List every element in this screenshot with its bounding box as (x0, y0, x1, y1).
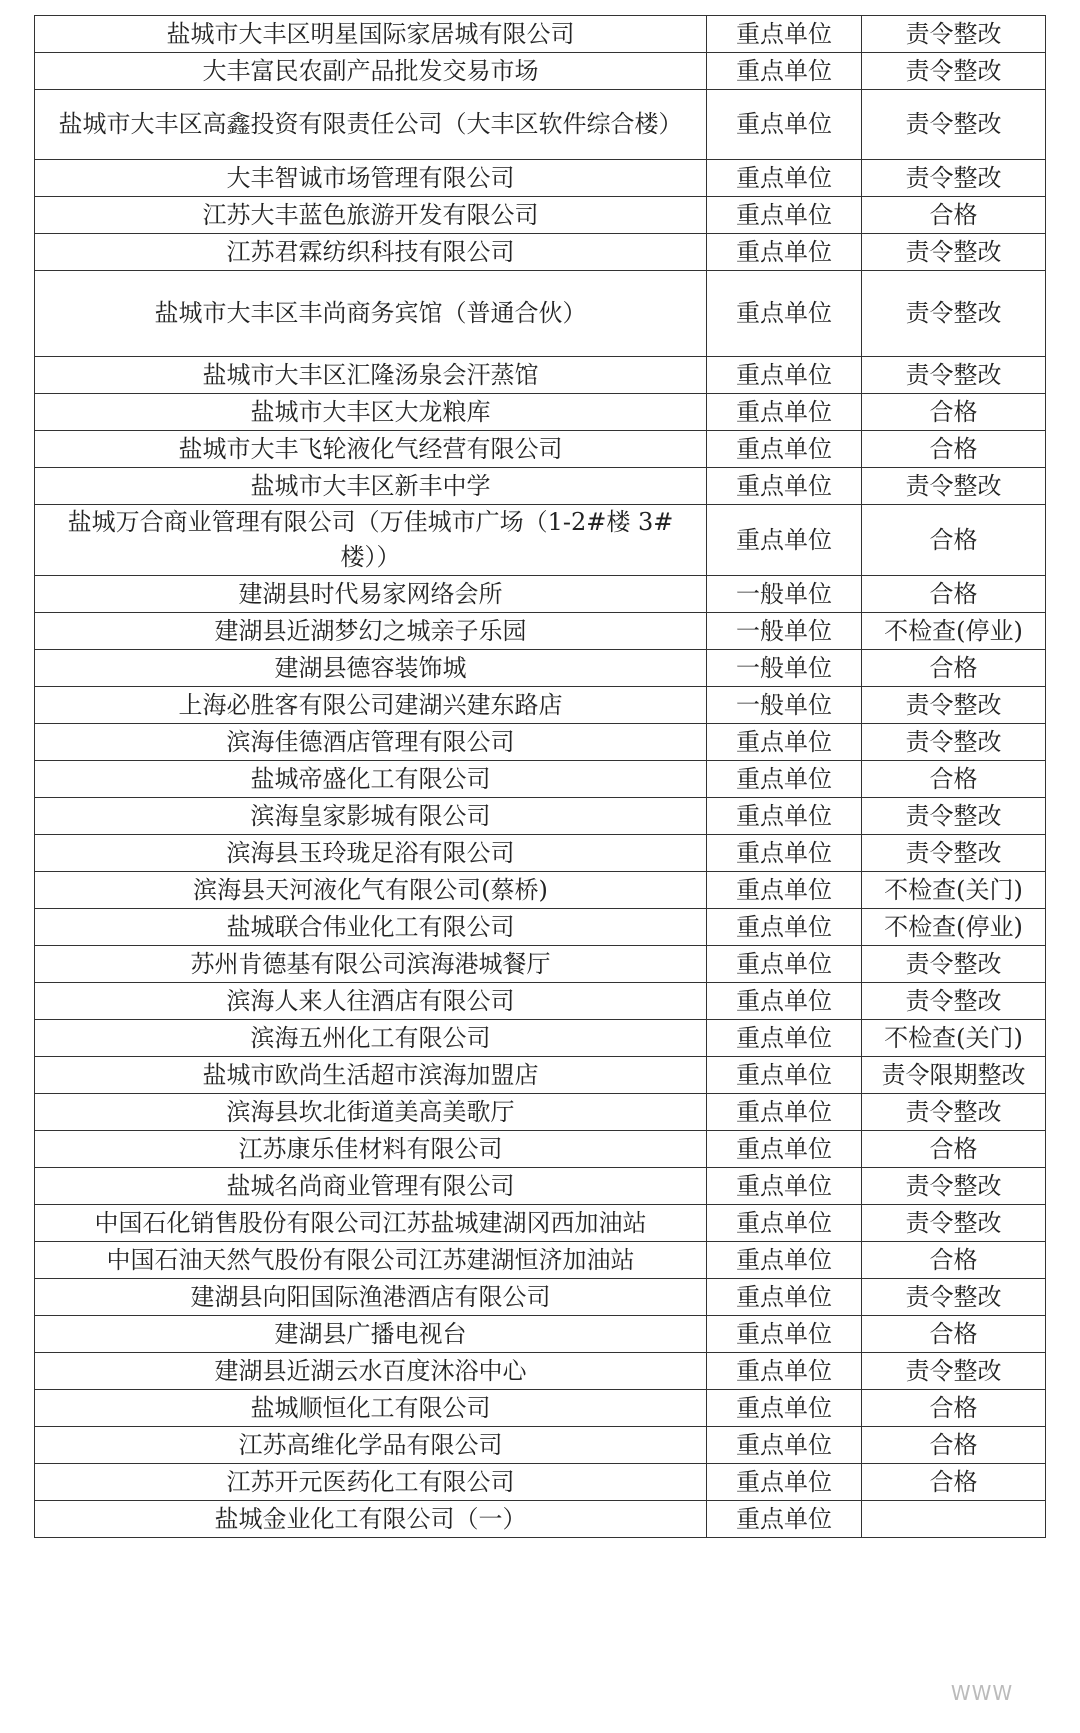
unit-name-cell: 江苏君霖纺织科技有限公司 (35, 234, 707, 271)
unit-category-cell: 重点单位 (707, 1427, 862, 1464)
unit-category-cell: 重点单位 (707, 468, 862, 505)
inspection-result-cell: 合格 (862, 761, 1046, 798)
unit-category-cell: 重点单位 (707, 1094, 862, 1131)
inspection-result-cell: 合格 (862, 431, 1046, 468)
inspection-table-body (35, 16, 1046, 1538)
unit-category-cell: 一般单位 (707, 576, 862, 613)
table-row (35, 909, 1046, 946)
inspection-result-cell (862, 1501, 1046, 1538)
table-row (35, 16, 1046, 53)
inspection-result-cell: 不检查(关门) (862, 1020, 1046, 1057)
unit-category-cell: 重点单位 (707, 357, 862, 394)
table-row (35, 1279, 1046, 1316)
table-row (35, 1390, 1046, 1427)
unit-category-cell: 重点单位 (707, 1168, 862, 1205)
unit-name-cell: 盐城市大丰区明星国际家居城有限公司 (35, 16, 707, 53)
table-row (35, 687, 1046, 724)
inspection-result-cell: 责令整改 (862, 468, 1046, 505)
inspection-result-cell: 责令整改 (862, 983, 1046, 1020)
table-row (35, 394, 1046, 431)
table-row (35, 271, 1046, 357)
table-row (35, 1242, 1046, 1279)
inspection-result-cell: 责令整改 (862, 1353, 1046, 1390)
inspection-result-cell: 合格 (862, 650, 1046, 687)
table-row (35, 505, 1046, 576)
unit-category-cell: 重点单位 (707, 1131, 862, 1168)
inspection-result-cell: 责令整改 (862, 53, 1046, 90)
unit-category-cell: 重点单位 (707, 53, 862, 90)
table-row (35, 946, 1046, 983)
table-row (35, 1353, 1046, 1390)
unit-name-cell: 滨海县玉玲珑足浴有限公司 (35, 835, 707, 872)
unit-name-cell: 盐城名尚商业管理有限公司 (35, 1168, 707, 1205)
unit-name-cell: 江苏开元医药化工有限公司 (35, 1464, 707, 1501)
inspection-table (34, 15, 1046, 1538)
inspection-result-cell: 责令整改 (862, 1205, 1046, 1242)
unit-category-cell: 重点单位 (707, 271, 862, 357)
unit-category-cell: 一般单位 (707, 650, 862, 687)
watermark-overlay: WWW (922, 1662, 1042, 1724)
unit-category-cell: 重点单位 (707, 431, 862, 468)
unit-name-cell: 中国石油天然气股份有限公司江苏建湖恒济加油站 (35, 1242, 707, 1279)
table-row (35, 90, 1046, 160)
inspection-result-cell: 不检查(关门) (862, 872, 1046, 909)
table-row (35, 1131, 1046, 1168)
table-row (35, 468, 1046, 505)
table-row (35, 1464, 1046, 1501)
unit-name-cell: 盐城万合商业管理有限公司（万佳城市广场（1-2#楼 3#楼）） (35, 505, 707, 576)
table-row (35, 1094, 1046, 1131)
unit-category-cell: 重点单位 (707, 761, 862, 798)
table-row (35, 576, 1046, 613)
table-row (35, 724, 1046, 761)
unit-name-cell: 滨海皇家影城有限公司 (35, 798, 707, 835)
unit-category-cell: 重点单位 (707, 394, 862, 431)
unit-category-cell: 重点单位 (707, 872, 862, 909)
unit-name-cell: 滨海县坎北街道美高美歌厅 (35, 1094, 707, 1131)
unit-name-cell: 盐城市大丰区丰尚商务宾馆（普通合伙） (35, 271, 707, 357)
inspection-result-cell: 合格 (862, 505, 1046, 576)
table-row (35, 1057, 1046, 1094)
table-row (35, 613, 1046, 650)
unit-name-cell: 苏州肯德基有限公司滨海港城餐厅 (35, 946, 707, 983)
inspection-result-cell: 责令整改 (862, 271, 1046, 357)
table-row (35, 1168, 1046, 1205)
table-row (35, 872, 1046, 909)
unit-category-cell: 一般单位 (707, 613, 862, 650)
unit-name-cell: 中国石化销售股份有限公司江苏盐城建湖冈西加油站 (35, 1205, 707, 1242)
unit-name-cell: 滨海佳德酒店管理有限公司 (35, 724, 707, 761)
unit-category-cell: 重点单位 (707, 1464, 862, 1501)
unit-category-cell: 重点单位 (707, 197, 862, 234)
unit-category-cell: 重点单位 (707, 505, 862, 576)
unit-name-cell: 建湖县近湖梦幻之城亲子乐园 (35, 613, 707, 650)
unit-category-cell: 重点单位 (707, 1020, 862, 1057)
table-row (35, 357, 1046, 394)
table-row (35, 234, 1046, 271)
unit-category-cell: 重点单位 (707, 983, 862, 1020)
inspection-result-cell: 合格 (862, 1316, 1046, 1353)
inspection-result-cell: 合格 (862, 1390, 1046, 1427)
inspection-result-cell: 责令整改 (862, 798, 1046, 835)
table-row (35, 160, 1046, 197)
table-row (35, 1205, 1046, 1242)
unit-name-cell: 建湖县时代易家网络会所 (35, 576, 707, 613)
unit-name-cell: 盐城市大丰区高鑫投资有限责任公司（大丰区软件综合楼） (35, 90, 707, 160)
inspection-result-cell: 责令整改 (862, 90, 1046, 160)
unit-category-cell: 重点单位 (707, 909, 862, 946)
inspection-result-cell: 责令整改 (862, 1168, 1046, 1205)
inspection-result-cell: 合格 (862, 1427, 1046, 1464)
table-row (35, 835, 1046, 872)
table-row (35, 983, 1046, 1020)
table-row (35, 197, 1046, 234)
inspection-result-cell: 合格 (862, 1131, 1046, 1168)
inspection-result-cell: 责令限期整改 (862, 1057, 1046, 1094)
inspection-result-cell: 责令整改 (862, 160, 1046, 197)
unit-name-cell: 建湖县德容装饰城 (35, 650, 707, 687)
inspection-result-cell: 合格 (862, 1242, 1046, 1279)
unit-category-cell: 重点单位 (707, 835, 862, 872)
unit-name-cell: 盐城市大丰区汇隆汤泉会汗蒸馆 (35, 357, 707, 394)
unit-name-cell: 建湖县广播电视台 (35, 1316, 707, 1353)
table-row (35, 1316, 1046, 1353)
unit-name-cell: 江苏大丰蓝色旅游开发有限公司 (35, 197, 707, 234)
unit-name-cell: 盐城帝盛化工有限公司 (35, 761, 707, 798)
inspection-result-cell: 责令整改 (862, 234, 1046, 271)
unit-category-cell: 重点单位 (707, 798, 862, 835)
inspection-result-cell: 合格 (862, 1464, 1046, 1501)
inspection-result-cell: 责令整改 (862, 724, 1046, 761)
unit-category-cell: 重点单位 (707, 160, 862, 197)
unit-category-cell: 重点单位 (707, 1205, 862, 1242)
unit-name-cell: 盐城市大丰区大龙粮库 (35, 394, 707, 431)
unit-category-cell: 重点单位 (707, 1501, 862, 1538)
unit-category-cell: 重点单位 (707, 90, 862, 160)
unit-category-cell: 重点单位 (707, 1316, 862, 1353)
unit-name-cell: 建湖县向阳国际渔港酒店有限公司 (35, 1279, 707, 1316)
inspection-result-cell: 责令整改 (862, 357, 1046, 394)
unit-name-cell: 大丰智诚市场管理有限公司 (35, 160, 707, 197)
inspection-result-cell: 不检查(停业) (862, 909, 1046, 946)
unit-name-cell: 大丰富民农副产品批发交易市场 (35, 53, 707, 90)
unit-name-cell: 滨海五州化工有限公司 (35, 1020, 707, 1057)
table-row (35, 650, 1046, 687)
inspection-result-cell: 责令整改 (862, 16, 1046, 53)
unit-category-cell: 重点单位 (707, 234, 862, 271)
inspection-result-cell: 责令整改 (862, 687, 1046, 724)
table-row (35, 53, 1046, 90)
unit-category-cell: 重点单位 (707, 1242, 862, 1279)
unit-name-cell: 盐城市大丰区新丰中学 (35, 468, 707, 505)
unit-category-cell: 重点单位 (707, 16, 862, 53)
unit-name-cell: 盐城市大丰飞轮液化气经营有限公司 (35, 431, 707, 468)
inspection-result-cell: 责令整改 (862, 835, 1046, 872)
inspection-result-cell: 责令整改 (862, 1094, 1046, 1131)
unit-name-cell: 盐城市欧尚生活超市滨海加盟店 (35, 1057, 707, 1094)
unit-name-cell: 盐城金业化工有限公司（一） (35, 1501, 707, 1538)
unit-category-cell: 重点单位 (707, 1279, 862, 1316)
inspection-result-cell: 合格 (862, 576, 1046, 613)
unit-name-cell: 建湖县近湖云水百度沐浴中心 (35, 1353, 707, 1390)
inspection-result-cell: 责令整改 (862, 1279, 1046, 1316)
unit-category-cell: 重点单位 (707, 1057, 862, 1094)
unit-category-cell: 重点单位 (707, 724, 862, 761)
unit-name-cell: 盐城顺恒化工有限公司 (35, 1390, 707, 1427)
table-row (35, 1020, 1046, 1057)
unit-name-cell: 盐城联合伟业化工有限公司 (35, 909, 707, 946)
unit-name-cell: 滨海人来人往酒店有限公司 (35, 983, 707, 1020)
table-row (35, 1427, 1046, 1464)
inspection-result-cell: 责令整改 (862, 946, 1046, 983)
table-row (35, 431, 1046, 468)
table-row (35, 1501, 1046, 1538)
unit-category-cell: 重点单位 (707, 1390, 862, 1427)
table-row (35, 761, 1046, 798)
inspection-result-cell: 合格 (862, 197, 1046, 234)
unit-name-cell: 江苏康乐佳材料有限公司 (35, 1131, 707, 1168)
inspection-result-cell: 合格 (862, 394, 1046, 431)
unit-name-cell: 滨海县天河液化气有限公司(蔡桥) (35, 872, 707, 909)
unit-category-cell: 重点单位 (707, 1353, 862, 1390)
unit-name-cell: 上海必胜客有限公司建湖兴建东路店 (35, 687, 707, 724)
unit-name-cell: 江苏高维化学品有限公司 (35, 1427, 707, 1464)
inspection-result-cell: 不检查(停业) (862, 613, 1046, 650)
table-row (35, 798, 1046, 835)
unit-category-cell: 一般单位 (707, 687, 862, 724)
unit-category-cell: 重点单位 (707, 946, 862, 983)
